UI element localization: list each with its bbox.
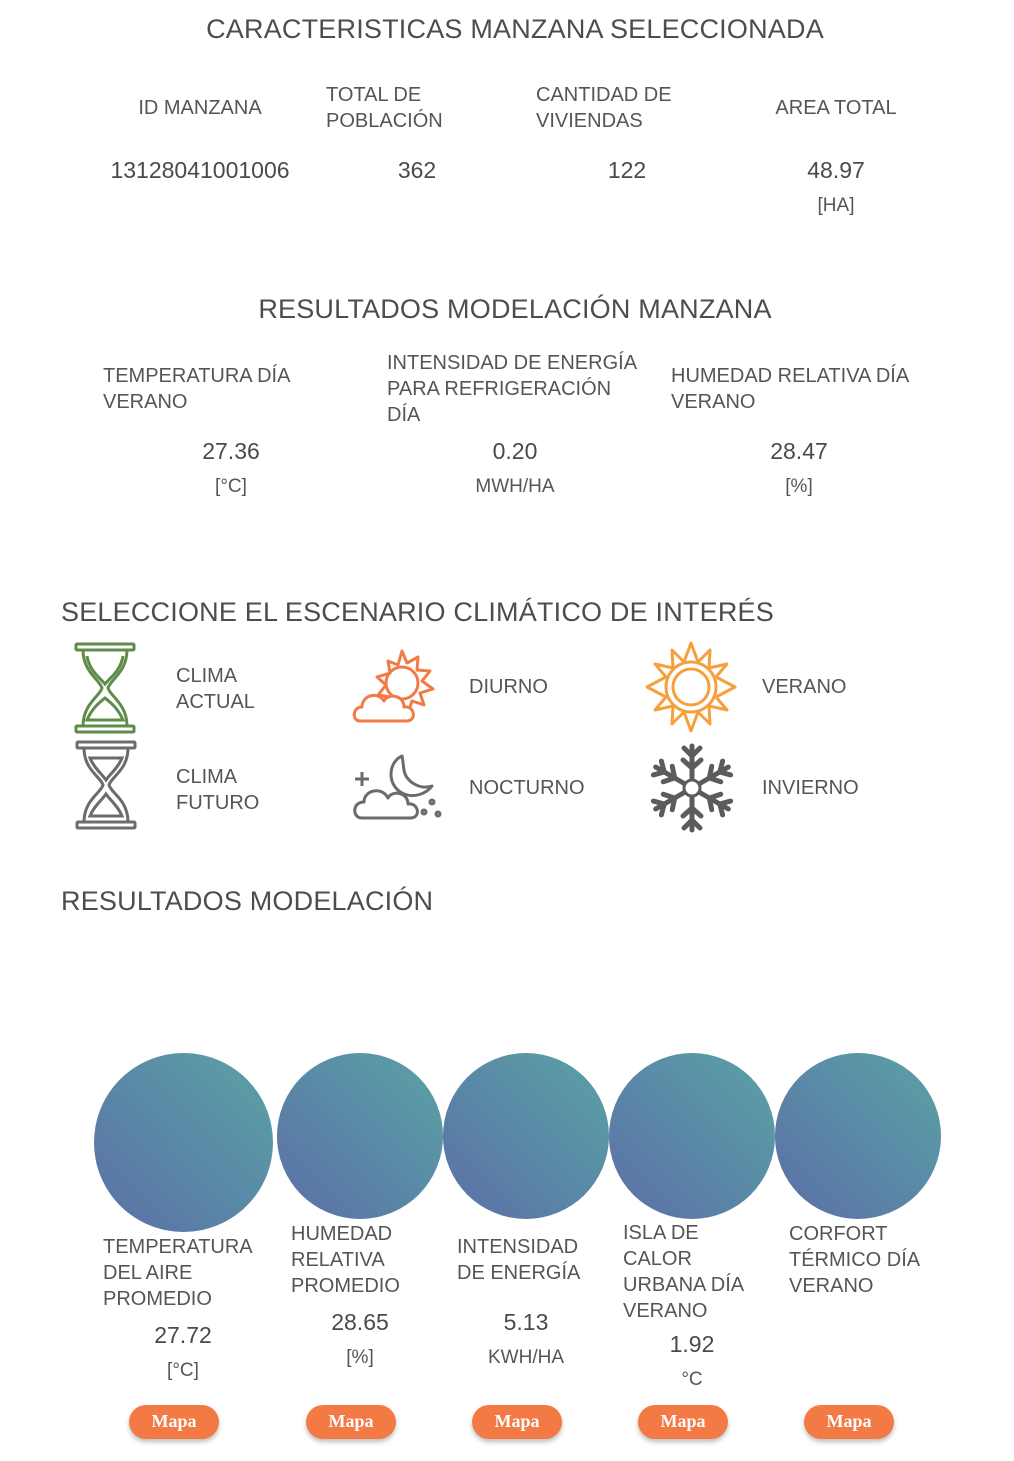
option-diurno-label[interactable]: DIURNO — [469, 676, 548, 698]
map-button-isla-calor[interactable]: Mapa — [638, 1405, 728, 1439]
label-total-poblacion: TOTAL DE POBLACIÓN — [326, 84, 443, 132]
value-area-total: 48.97 — [807, 157, 865, 183]
result-value-isla-calor: 1.92 — [669, 1331, 715, 1357]
section-title-resultados: RESULTADOS MODELACIÓN — [61, 886, 434, 916]
result-value-energia: 5.13 — [503, 1309, 549, 1335]
unit-area-total: [HA] — [817, 195, 855, 216]
value-total-poblacion: 362 — [397, 157, 437, 183]
result-unit-temperatura: [°C] — [167, 1360, 199, 1381]
value-intensidad-energia: 0.20 — [492, 438, 538, 464]
unit-humedad-relativa: [%] — [785, 476, 813, 497]
option-clima-futuro-label[interactable]: CLIMA FUTURO — [176, 766, 260, 814]
value-humedad-relativa: 28.47 — [770, 438, 828, 464]
section-title-caracteristicas: CARACTERISTICAS MANZANA SELECCIONADA — [206, 14, 824, 44]
option-nocturno-label[interactable]: NOCTURNO — [469, 777, 585, 799]
unit-intensidad-energia: MWH/HA — [475, 476, 555, 497]
result-label-humedad: HUMEDAD RELATIVA PROMEDIO — [291, 1223, 400, 1297]
result-label-confort: CORFORT TÉRMICO DÍA VERANO — [789, 1223, 920, 1297]
hourglass-icon[interactable] — [70, 642, 140, 734]
result-unit-isla-calor: °C — [681, 1369, 703, 1390]
sun-cloud-icon[interactable] — [350, 645, 445, 730]
value-cantidad-viviendas: 122 — [607, 157, 647, 183]
section-title-escenario: SELECCIONE EL ESCENARIO CLIMÁTICO DE INTERÉS — [61, 597, 774, 627]
result-value-temperatura: 27.72 — [154, 1322, 212, 1348]
unit-temperatura-dia-verano: [°C] — [215, 476, 247, 497]
result-circle-confort — [775, 1053, 941, 1219]
label-humedad-relativa-dia-verano: HUMEDAD RELATIVA DÍA VERANO — [671, 365, 909, 413]
map-button-confort[interactable]: Mapa — [804, 1405, 894, 1439]
map-button-humedad[interactable]: Mapa — [306, 1405, 396, 1439]
label-intensidad-energia-refrigeracion: INTENSIDAD DE ENERGÍA PARA REFRIGERACIÓN DÍA — [387, 352, 636, 426]
result-label-energia: INTENSIDAD DE ENERGÍA — [457, 1236, 581, 1284]
result-circle-temperatura — [94, 1053, 273, 1232]
map-button-temperatura[interactable]: Mapa — [129, 1405, 219, 1439]
label-temperatura-dia-verano: TEMPERATURA DÍA VERANO — [103, 365, 290, 413]
map-button-energia[interactable]: Mapa — [472, 1405, 562, 1439]
label-cantidad-viviendas: CANTIDAD DE VIVIENDAS — [536, 84, 672, 132]
option-clima-actual-label[interactable]: CLIMA ACTUAL — [176, 665, 255, 713]
result-circle-humedad — [277, 1053, 443, 1219]
result-value-humedad: 28.65 — [331, 1309, 389, 1335]
label-id-manzana: ID MANZANA — [138, 97, 262, 119]
result-unit-humedad: [%] — [346, 1347, 374, 1368]
value-temperatura-dia-verano: 27.36 — [202, 438, 260, 464]
result-label-temperatura: TEMPERATURA DEL AIRE PROMEDIO — [103, 1236, 252, 1310]
label-area-total: AREA TOTAL — [775, 97, 897, 119]
result-unit-energia: KWH/HA — [488, 1347, 564, 1368]
result-circle-isla-calor — [609, 1053, 775, 1219]
result-circle-energia — [443, 1053, 609, 1219]
result-label-isla-calor: ISLA DE CALOR URBANA DÍA VERANO — [623, 1222, 744, 1322]
moon-cloud-icon[interactable] — [350, 750, 445, 825]
snowflake-icon[interactable] — [645, 742, 739, 834]
option-verano-label[interactable]: VERANO — [762, 676, 847, 698]
section-title-resultados-manzana: RESULTADOS MODELACIÓN MANZANA — [258, 294, 772, 324]
option-invierno-label[interactable]: INVIERNO — [762, 777, 859, 799]
value-id-manzana: 13128041001006 — [110, 157, 290, 183]
sun-icon[interactable] — [643, 640, 739, 734]
hourglass-icon[interactable] — [72, 740, 140, 830]
